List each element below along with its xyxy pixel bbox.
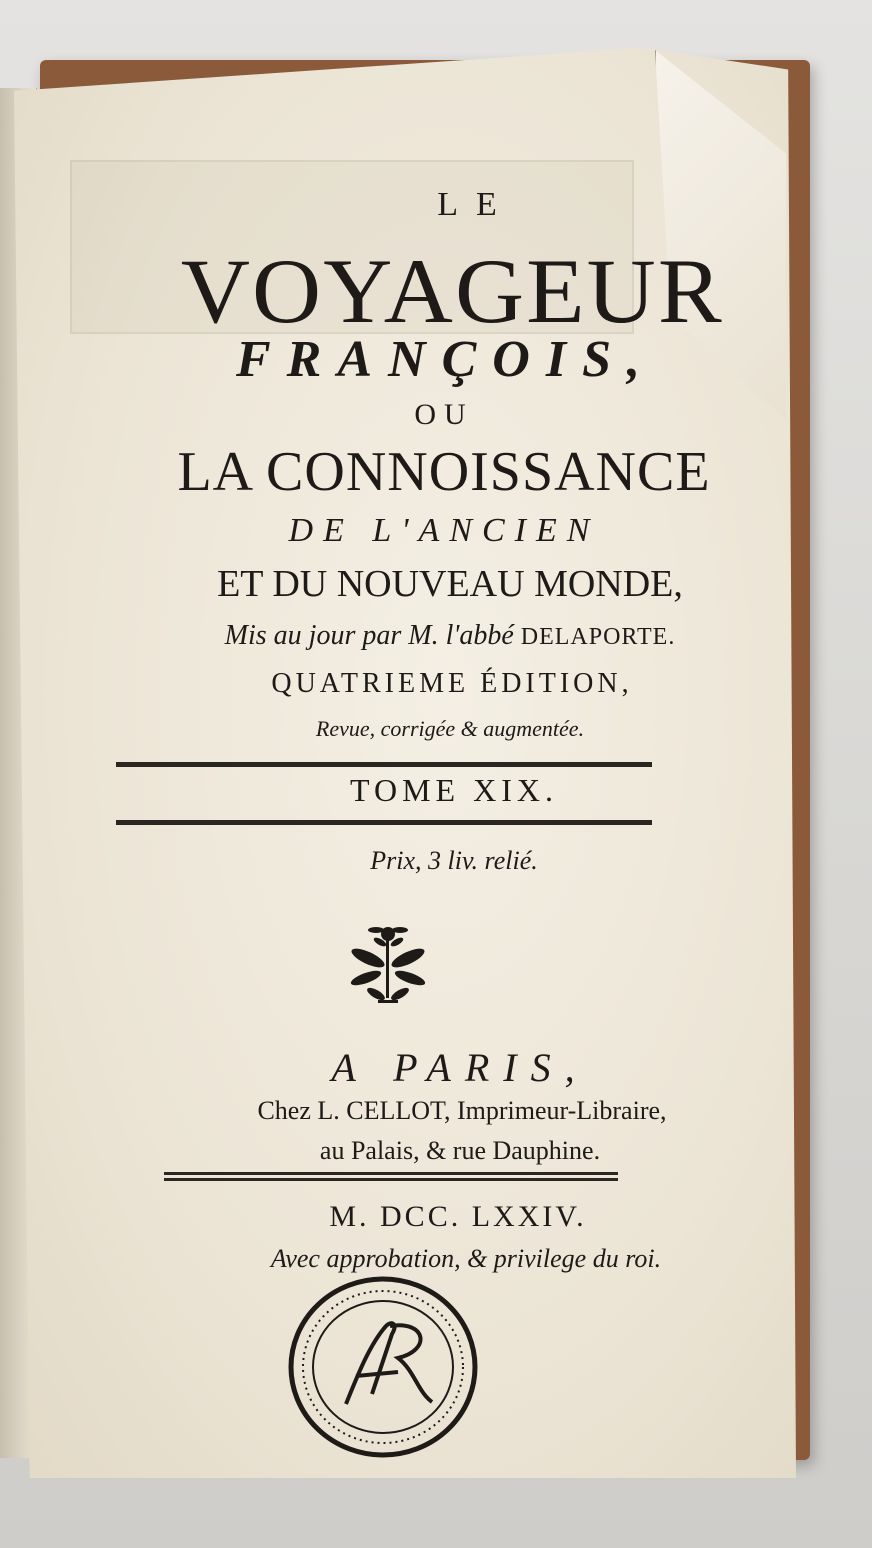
imprint-publisher: Chez L. CELLOT, Imprimeur-Libraire,	[257, 1096, 667, 1125]
title-monde: ET DU NOUVEAU MONDE,	[217, 563, 683, 605]
imprint-date: M. DCC. LXXIV.	[329, 1200, 587, 1233]
price-line: Prix, 3 liv. relié.	[370, 846, 538, 875]
edition-line: QUATRIEME ÉDITION,	[271, 668, 633, 699]
title-francois: FRANÇOIS,	[236, 331, 656, 388]
imprint-address: au Palais, & rue Dauphine.	[319, 1136, 601, 1165]
rule-top	[116, 762, 652, 767]
title-connoissance: LA CONNOISSANCE	[177, 441, 711, 503]
title-ou: OU	[414, 398, 474, 431]
author-line	[0, 620, 872, 652]
author-name: DELAPORTE.	[520, 624, 676, 650]
title-voyageur: VOYAGEUR	[180, 240, 724, 342]
rule-bottom	[116, 820, 652, 825]
edition-note: Revue, corrigée & augmentée.	[315, 716, 585, 741]
floral-ornament-icon	[336, 920, 436, 1020]
rule-double	[164, 1172, 618, 1181]
library-stamp-icon	[286, 1274, 480, 1460]
privilege-line: Avec approbation, & privilege du roi.	[270, 1244, 662, 1273]
title-le: LE	[437, 186, 515, 223]
author-prefix: Mis au jour par M. l'abbé	[224, 620, 514, 651]
title-ancien: DE L'ANCIEN	[288, 512, 600, 549]
imprint-city: A PARIS,	[331, 1045, 589, 1090]
volume-line: TOME XIX.	[350, 772, 558, 808]
